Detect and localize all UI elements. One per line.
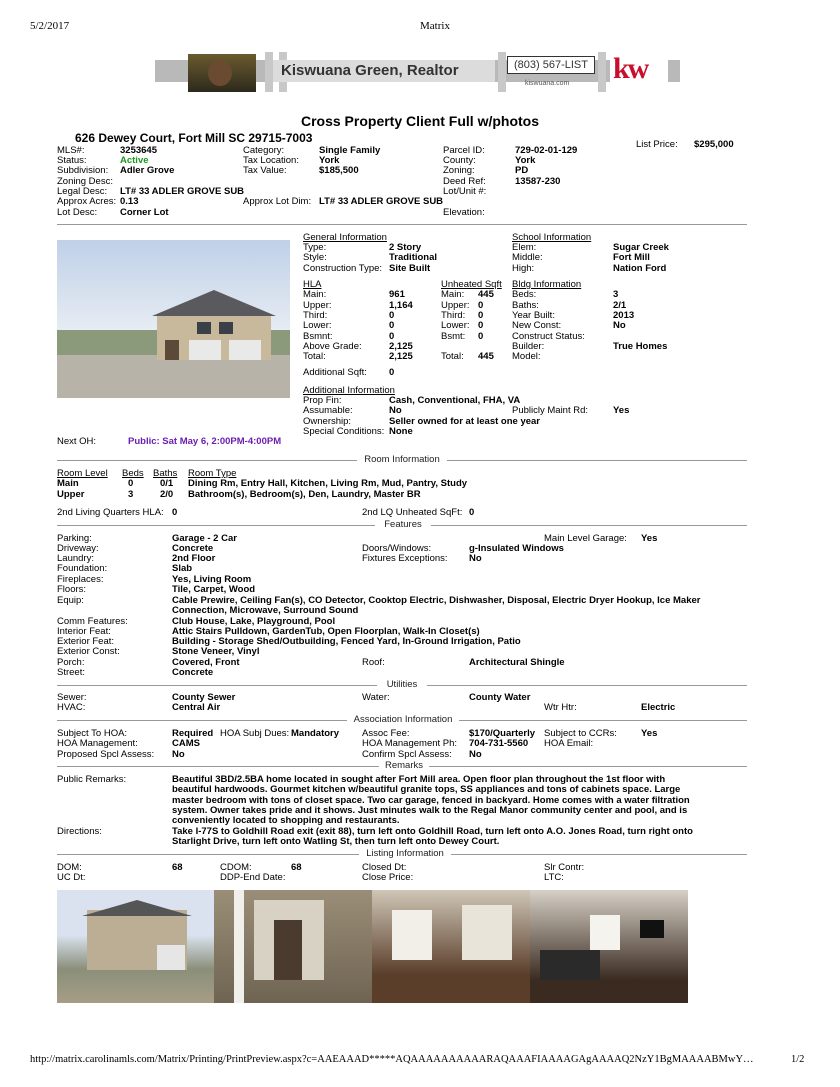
listing-info-section <box>57 848 747 860</box>
hoa-label: Subject To HOA: <box>57 728 128 739</box>
unheated-upper-label: Upper: <box>441 300 470 311</box>
directions-label: Directions: <box>57 826 102 837</box>
new-const-label: New Const: <box>512 320 562 331</box>
print-app-name: Matrix <box>420 20 450 32</box>
property-photo-family-room <box>530 890 688 1003</box>
window <box>590 915 620 950</box>
public-remarks-line: master bedroom with tons of closet space. Two car garage, fenced in backyard. Home comes with a water filtration <box>172 795 690 806</box>
hla-third-value: 0 <box>389 310 395 321</box>
type-value: 2 Story <box>389 242 422 253</box>
additional-sqft-label: Additional Sqft: <box>303 367 367 378</box>
divider <box>57 224 747 225</box>
sofa <box>540 950 600 980</box>
interior-label: Interior Feat: <box>57 626 111 637</box>
porch-column <box>234 890 244 1003</box>
directions-line: Starlight Drive, turn left onto Watling St, then turn left onto Dewey Court. <box>172 836 500 847</box>
mls-value: 3253645 <box>120 145 157 156</box>
publicly-maint-value: Yes <box>613 405 630 416</box>
roof <box>82 900 192 916</box>
fixtures-label: Fixtures Exceptions: <box>362 553 448 564</box>
zoning-value: PD <box>515 165 529 176</box>
property-photo-exterior <box>57 890 214 1003</box>
hoa-mgmt-label: HOA Management: <box>57 738 138 749</box>
fireplaces-value: Yes, Living Room <box>172 574 252 585</box>
unheated-main-value: 445 <box>478 289 494 300</box>
listing-info-title: Listing Information <box>366 848 444 859</box>
public-remarks-line: Beautiful 3BD/2.5BA home located in sought after Fort Mill area. Open floor plan throughout the 1st floor with <box>172 774 666 785</box>
hoa-mgmt-ph-value: 704-731-5560 <box>469 738 529 749</box>
section-rule <box>447 460 747 461</box>
section-rule <box>57 460 357 461</box>
closed-dt-label: Closed Dt: <box>362 862 407 873</box>
remarks-title: Remarks <box>384 760 423 771</box>
banner-bar <box>265 52 273 92</box>
garage-door <box>157 945 185 970</box>
ccrs-value: Yes <box>641 728 658 739</box>
features-title: Features <box>384 519 422 530</box>
utilities-title: Utilities <box>386 679 418 690</box>
beds-header: Beds <box>122 468 144 479</box>
realtor-banner <box>155 52 680 92</box>
laundry-value: 2nd Floor <box>172 553 216 564</box>
roof-value: Architectural Shingle <box>469 657 565 668</box>
porch-label: Porch: <box>57 657 85 668</box>
room-row-baths: 2/0 <box>160 489 174 500</box>
unheated-upper-value: 0 <box>478 300 484 311</box>
uc-dt-label: UC Dt: <box>57 872 86 883</box>
property-address: 626 Dewey Court, Fort Mill SC 29715-7003 <box>75 131 313 145</box>
baths-header: Baths <box>153 468 178 479</box>
main-garage-value: Yes <box>641 533 658 544</box>
lot-dim-value: LT# 33 ADLER GROVE SUB <box>319 196 444 207</box>
prop-fin-label: Prop Fin: <box>303 395 342 406</box>
assoc-fee-label: Assoc Fee: <box>362 728 410 739</box>
doorway <box>462 905 512 960</box>
portrait-face-icon <box>208 60 232 86</box>
page-number: 1/2 <box>791 1054 805 1065</box>
confirm-spcl-label: Confirm Spcl Assess: <box>362 749 452 760</box>
doors-label: Doors/Windows: <box>362 543 432 554</box>
year-built-value: 2013 <box>613 310 635 321</box>
bldg-info-heading: Bldg Information <box>512 279 582 290</box>
spcl-assess-value: No <box>172 749 185 760</box>
unheated-third-value: 0 <box>478 310 484 321</box>
unheated-bsmt-value: 0 <box>478 331 484 342</box>
print-url: http://matrix.carolinamls.com/Matrix/Printing/PrintPreview.aspx?c=AAEAAAD*****AQAAAAAAAAAARAQAAAFIAAAAGAgAAAAQ2NzY1BgMAAAABMwY… <box>30 1054 754 1065</box>
lot-desc-label: Lot Desc: <box>57 207 98 218</box>
sewer-value: County Sewer <box>172 692 236 703</box>
floors-value: Tile, Carpet, Wood <box>172 584 256 595</box>
equip-label: Equip: <box>57 595 84 606</box>
tax-value-label: Tax Value: <box>243 165 287 176</box>
equip-value: Cable Prewire, Ceiling Fan(s), CO Detector, Cooktop Electric, Dishwasher, Disposal, Electric Dryer Hookup, Ice Maker <box>172 595 701 606</box>
elem-value: Sugar Creek <box>613 242 669 253</box>
comm-value: Club House, Lake, Playground, Pool <box>172 616 336 627</box>
section-rule <box>429 766 747 767</box>
unheated-bsmt-label: Bsmt: <box>441 331 466 342</box>
fixtures-value: No <box>469 553 482 564</box>
section-rule <box>57 854 359 855</box>
street-value: Concrete <box>172 667 214 678</box>
deed-ref-value: 13587-230 <box>515 176 561 187</box>
acres-label: Approx Acres: <box>57 196 117 207</box>
county-label: County: <box>443 155 476 166</box>
public-remarks-line: beautiful hardwoods. Gourmet kitchen w/beautiful granite tops, SS appliances and tons of cabinets space. Large <box>172 784 681 795</box>
section-rule <box>459 720 747 721</box>
beds-value: 3 <box>613 289 619 300</box>
style-label: Style: <box>303 252 327 263</box>
tax-location-label: Tax Location: <box>243 155 299 166</box>
category-label: Category: <box>243 145 285 156</box>
middle-label: Middle: <box>512 252 543 263</box>
dom-label: DOM: <box>57 862 82 873</box>
list-price-value: $295,000 <box>694 139 734 150</box>
section-rule <box>431 525 747 526</box>
status-label: Status: <box>57 155 87 166</box>
doors-value: g-Insulated Windows <box>469 543 564 554</box>
main-property-photo <box>57 240 290 398</box>
general-info-heading: General Information <box>303 232 387 243</box>
roof <box>152 290 276 316</box>
main-garage-label: Main Level Garage: <box>544 533 627 544</box>
type-label: Type: <box>303 242 327 253</box>
legal-desc-value: LT# 33 ADLER GROVE SUB <box>120 186 245 197</box>
lot-unit-label: Lot/Unit #: <box>443 186 487 197</box>
property-photo-living <box>372 890 530 1003</box>
hla-lower-value: 0 <box>389 320 395 331</box>
school-info-heading: School Information <box>512 232 592 243</box>
room-row-level: Main <box>57 478 79 489</box>
prop-fin-value: Cash, Conventional, FHA, VA <box>389 395 521 406</box>
cdom-label: CDOM: <box>220 862 252 873</box>
hoa-mgmt-ph-label: HOA Management Ph: <box>362 738 458 749</box>
room-type-header: Room Type <box>188 468 237 479</box>
floors-label: Floors: <box>57 584 87 595</box>
close-price-label: Close Price: <box>362 872 414 883</box>
ltc-label: LTC: <box>544 872 564 883</box>
section-rule <box>57 685 377 686</box>
hla-bsmnt-value: 0 <box>389 331 395 342</box>
section-rule <box>427 685 747 686</box>
features-section <box>57 519 747 531</box>
hla-above-value: 2,125 <box>389 341 413 352</box>
lot-desc-value: Corner Lot <box>120 207 169 218</box>
banner-bar <box>598 52 606 92</box>
parcel-value: 729-02-01-129 <box>515 145 578 156</box>
section-rule <box>57 766 379 767</box>
porch-value: Covered, Front <box>172 657 240 668</box>
model-label: Model: <box>512 351 541 362</box>
ext-const-value: Stone Veneer, Vinyl <box>172 646 260 657</box>
hoa-value: Required <box>172 728 214 739</box>
ccrs-label: Subject to CCRs: <box>544 728 617 739</box>
hla-bsmnt-label: Bsmnt: <box>303 331 333 342</box>
unheated-total-label: Total: <box>441 351 464 362</box>
cdom-value: 68 <box>291 862 302 873</box>
sewer-label: Sewer: <box>57 692 87 703</box>
tax-location-value: York <box>319 155 340 166</box>
county-value: York <box>515 155 536 166</box>
water-value: County Water <box>469 692 531 703</box>
exterior-label: Exterior Feat: <box>57 636 115 647</box>
front-door <box>274 920 302 980</box>
hla-above-label: Above Grade: <box>303 341 362 352</box>
garage-door <box>229 340 261 360</box>
lq-unheated-label: 2nd LQ Unheated SqFt: <box>362 507 463 518</box>
construct-status-label: Construct Status: <box>512 331 585 342</box>
parking-label: Parking: <box>57 533 92 544</box>
laundry-label: Laundry: <box>57 553 94 564</box>
window <box>197 322 211 334</box>
assumable-value: No <box>389 405 402 416</box>
builder-label: Builder: <box>512 341 545 352</box>
construction-label: Construction Type: <box>303 263 383 274</box>
ownership-value: Seller owned for at least one year <box>389 416 540 427</box>
print-date: 5/2/2017 <box>30 20 70 32</box>
subdivision-value: Adler Grove <box>120 165 175 176</box>
unheated-lower-value: 0 <box>478 320 484 331</box>
beds-label: Beds: <box>512 289 537 300</box>
unheated-heading: Unheated Sqft <box>441 279 502 290</box>
foundation-value: Slab <box>172 563 193 574</box>
deed-ref-label: Deed Ref: <box>443 176 486 187</box>
unheated-third-label: Third: <box>441 310 466 321</box>
property-photo-porch <box>214 890 372 1003</box>
hvac-value: Central Air <box>172 702 221 713</box>
hla-upper-value: 1,164 <box>389 300 413 311</box>
construction-value: Site Built <box>389 263 431 274</box>
ext-const-label: Exterior Const: <box>57 646 120 657</box>
slr-contr-label: Slr Contr: <box>544 862 585 873</box>
ddp-end-label: DDP-End Date: <box>220 872 286 883</box>
hla-main-label: Main: <box>303 289 327 300</box>
hoa-dues-value: Mandatory <box>291 728 340 739</box>
section-rule <box>57 525 375 526</box>
street-label: Street: <box>57 667 85 678</box>
status-value: Active <box>120 155 149 166</box>
association-section <box>57 714 747 726</box>
lq-hla-value: 0 <box>172 507 178 518</box>
room-info-title: Room Information <box>364 454 440 465</box>
room-info-section <box>57 454 747 466</box>
tax-value-value: $185,500 <box>319 165 359 176</box>
lq-unheated-value: 0 <box>469 507 475 518</box>
roof-label: Roof: <box>362 657 385 668</box>
high-label: High: <box>512 263 535 274</box>
hla-heading: HLA <box>303 279 322 290</box>
room-level-header: Room Level <box>57 468 108 479</box>
additional-info-heading: Additional Information <box>303 385 395 396</box>
window <box>219 322 233 334</box>
assumable-label: Assumable: <box>303 405 353 416</box>
room-row-level: Upper <box>57 489 85 500</box>
subdivision-label: Subdivision: <box>57 165 109 176</box>
realtor-website: kiswuana.com <box>525 80 570 87</box>
unheated-lower-label: Lower: <box>441 320 470 331</box>
elem-label: Elem: <box>512 242 537 253</box>
tv <box>640 920 664 938</box>
hla-total-label: Total: <box>303 351 326 362</box>
realtor-photo <box>188 54 256 92</box>
hvac-label: HVAC: <box>57 702 86 713</box>
baths-value: 2/1 <box>613 300 627 311</box>
room-row-baths: 0/1 <box>160 478 174 489</box>
middle-value: Fort Mill <box>613 252 650 263</box>
special-conditions-value: None <box>389 426 413 437</box>
fireplaces-label: Fireplaces: <box>57 574 104 585</box>
publicly-maint-label: Publicly Maint Rd: <box>512 405 589 416</box>
room-row-beds: 0 <box>128 478 134 489</box>
category-value: Single Family <box>319 145 381 156</box>
high-value: Nation Ford <box>613 263 667 274</box>
window <box>392 910 432 960</box>
hoa-mgmt-value: CAMS <box>172 738 200 749</box>
additional-sqft-value: 0 <box>389 367 395 378</box>
section-rule <box>451 854 747 855</box>
remarks-section <box>57 760 747 772</box>
parking-value: Garage - 2 Car <box>172 533 237 544</box>
room-row-types: Dining Rm, Entry Hall, Kitchen, Living Rm, Mud, Pantry, Study <box>188 478 468 489</box>
driveway-value: Concrete <box>172 543 214 554</box>
interior-value: Attic Stairs Pulldown, GardenTub, Open Floorplan, Walk-In Closet(s) <box>172 626 480 637</box>
parcel-label: Parcel ID: <box>443 145 485 156</box>
lot-dim-label: Approx Lot Dim: <box>243 196 312 207</box>
room-row-beds: 3 <box>128 489 134 500</box>
water-label: Water: <box>362 692 390 703</box>
zoning-desc-label: Zoning Desc: <box>57 176 113 187</box>
section-rule <box>57 720 347 721</box>
hla-lower-label: Lower: <box>303 320 332 331</box>
spcl-assess-label: Proposed Spcl Assess: <box>57 749 155 760</box>
assoc-fee-value: $170/Quarterly <box>469 728 536 739</box>
directions-line: Take I-77S to Goldhill Road exit (exit 88), turn left onto Goldhill Road, turn left onto A.O. Jones Road, turn right onto <box>172 826 693 837</box>
new-const-value: No <box>613 320 626 331</box>
wtr-htr-label: Wtr Htr: <box>544 702 577 713</box>
zoning-label: Zoning: <box>443 165 475 176</box>
year-built-label: Year Built: <box>512 310 555 321</box>
style-value: Traditional <box>389 252 438 263</box>
list-price-label: List Price: <box>636 139 678 150</box>
comm-label: Comm Features: <box>57 616 128 627</box>
unheated-main-label: Main: <box>441 289 465 300</box>
hoa-dues-label: HOA Subj Dues: <box>220 728 290 739</box>
elevation-label: Elevation: <box>443 207 485 218</box>
acres-value: 0.13 <box>120 196 139 207</box>
exterior-value: Building - Storage Shed/Outbuilding, Fenced Yard, In-Ground Irrigation, Patio <box>172 636 521 647</box>
equip-value-cont: Connection, Microwave, Surround Sound <box>172 605 359 616</box>
public-remarks-line: system. Owner takes pride and it shows. Just minutes walk to the Regal Manor community center and pool, and is <box>172 805 688 816</box>
hla-total-value: 2,125 <box>389 351 413 362</box>
front-door <box>165 340 179 360</box>
association-title: Association Information <box>353 714 453 725</box>
unheated-total-value: 445 <box>478 351 494 362</box>
garage-door <box>189 340 221 360</box>
baths-label: Baths: <box>512 300 539 311</box>
builder-value: True Homes <box>613 341 668 352</box>
realtor-name: Kiswuana Green, Realtor <box>281 62 459 79</box>
utilities-section <box>57 679 747 691</box>
ownership-label: Ownership: <box>303 416 352 427</box>
legal-desc-label: Legal Desc: <box>57 186 108 197</box>
confirm-spcl-value: No <box>469 749 482 760</box>
special-conditions-label: Special Conditions: <box>303 426 385 437</box>
lq-hla-label: 2nd Living Quarters HLA: <box>57 507 164 518</box>
mls-label: MLS#: <box>57 145 85 156</box>
hla-third-label: Third: <box>303 310 328 321</box>
wtr-htr-value: Electric <box>641 702 676 713</box>
driveway <box>57 355 290 398</box>
hla-upper-label: Upper: <box>303 300 332 311</box>
realtor-phone: (803) 567-LIST <box>507 56 595 74</box>
banner-bar <box>498 52 506 92</box>
kw-logo: kw <box>613 52 648 85</box>
public-remarks-label: Public Remarks: <box>57 774 127 785</box>
public-remarks-line: conveniently located to shopping and restaurants. <box>172 815 400 826</box>
report-title: Cross Property Client Full w/photos <box>300 113 540 129</box>
dom-value: 68 <box>172 862 183 873</box>
driveway-label: Driveway: <box>57 543 99 554</box>
hoa-email-label: HOA Email: <box>544 738 594 749</box>
room-row-types: Bathroom(s), Bedroom(s), Den, Laundry, Master BR <box>188 489 421 500</box>
next-oh-label: Next OH: <box>57 436 97 447</box>
next-oh-value: Public: Sat May 6, 2:00PM-4:00PM <box>128 436 282 447</box>
foundation-label: Foundation: <box>57 563 108 574</box>
hla-main-value: 961 <box>389 289 405 300</box>
